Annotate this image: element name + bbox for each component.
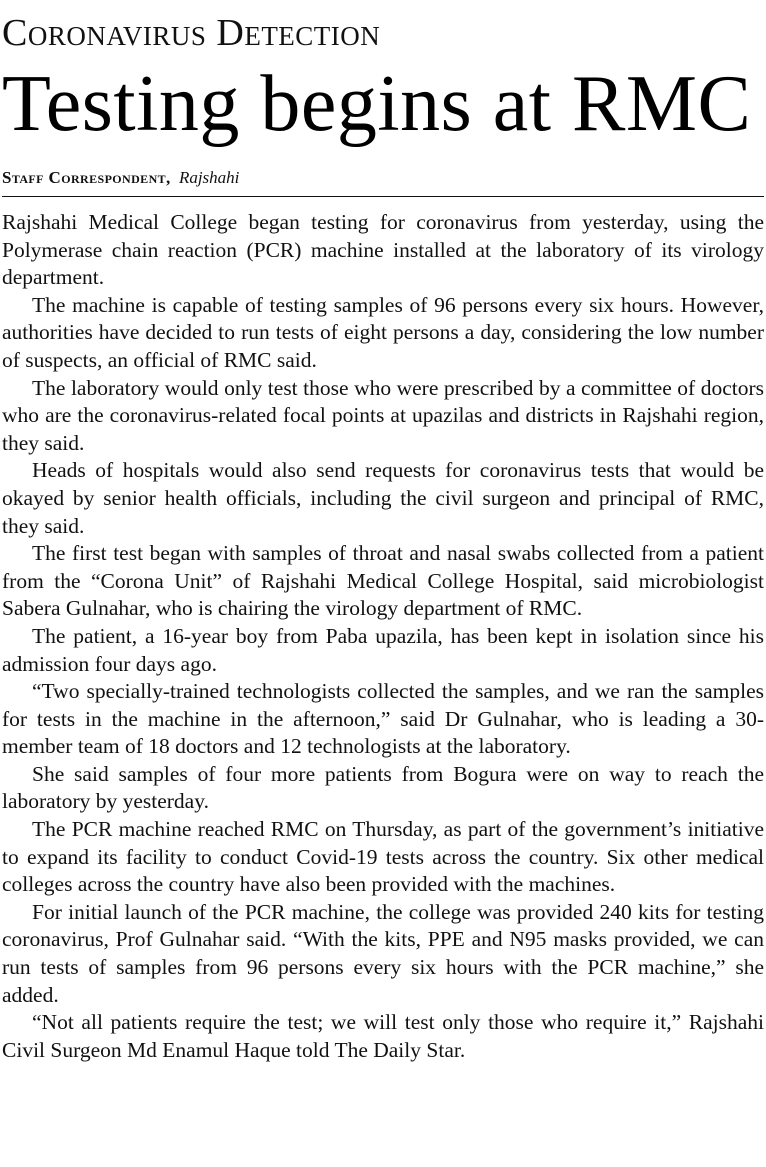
- body-paragraph: The PCR machine reached RMC on Thursday, as part of the government’s initiative to expand its facility to conduct Covid-19 tests across the country. Six other medical colleges across the country have also been provided with the machines.: [2, 817, 764, 897]
- body-paragraph: The laboratory would only test those who were prescribed by a committee of doctors who are the coronavirus-related focal points at upazilas and districts in Rajshahi region, they said.: [2, 375, 764, 455]
- section-kicker: Coronavirus Detection: [2, 12, 381, 54]
- body-paragraph: Heads of hospitals would also send requests for coronavirus tests that would be okayed by senior health officials, including the civil surgeon and principal of RMC, they said.: [2, 458, 764, 538]
- body-paragraph: For initial launch of the PCR machine, the college was provided 240 kits for testing coronavirus, Prof Gulnahar said. “With the kits, PPE and N95 masks provided, we can run tests of samples from 96 persons every six hours with the PCR machine,” she added.: [2, 899, 764, 1007]
- body-paragraph: The machine is capable of testing samples of 96 persons every six hours. However, authorities have decided to run tests of eight persons a day, considering the low number of suspects, an official of RMC said.: [2, 292, 764, 372]
- body-paragraph: Rajshahi Medical College began testing for coronavirus from yesterday, using the Polymerase chain reaction (PCR) machine installed at the laboratory of its virology department.: [2, 210, 764, 290]
- byline-divider: [2, 196, 764, 197]
- byline-place: Rajshahi: [178, 168, 240, 187]
- body-paragraph: She said samples of four more patients from Bogura were on way to reach the laboratory by yesterday.: [2, 761, 764, 814]
- headline: Testing begins at RMC: [2, 60, 752, 148]
- body-paragraph: “Not all patients require the test; we will test only those who require it,” Rajshahi Civil Surgeon Md Enamul Haque told The Daily Star.: [2, 1010, 764, 1062]
- byline-author: Staff Correspondent,: [2, 168, 171, 187]
- news-article: [2, 0, 764, 1064]
- body-paragraph: The patient, a 16-year boy from Paba upazila, has been kept in isolation since his admission four days ago.: [2, 623, 764, 676]
- byline: [2, 168, 764, 188]
- article-body: [2, 209, 764, 1064]
- body-paragraph: “Two specially-trained technologists collected the samples, and we ran the samples for tests in the machine in the afternoon,” said Dr Gulnahar, who is leading a 30-member team of 18 doctors and 12 technologists at the laboratory.: [2, 679, 764, 759]
- body-paragraph: The first test began with samples of throat and nasal swabs collected from a patient from the “Corona Unit” of Rajshahi Medical College Hospital, said microbiologist Sabera Gulnahar, who is chairing the virology department of RMC.: [2, 541, 764, 621]
